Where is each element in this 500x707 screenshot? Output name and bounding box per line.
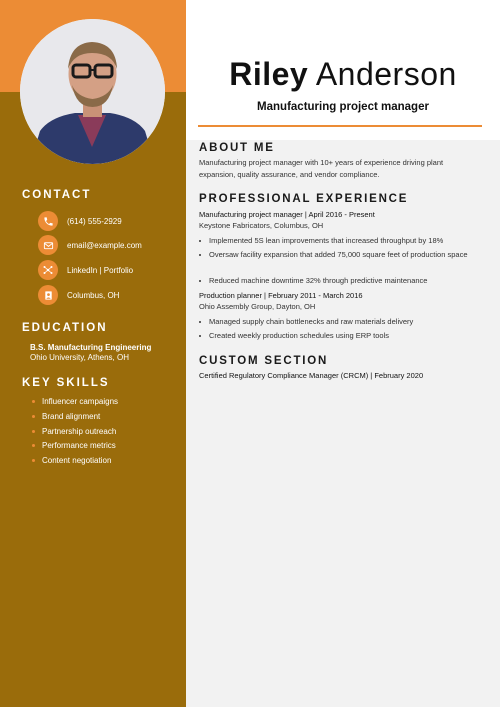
- contact-location-text: Columbus, OH: [67, 290, 120, 300]
- job-company: Ohio Assembly Group, Dayton, OH: [199, 302, 316, 311]
- candidate-role: Manufacturing project manager: [257, 101, 429, 113]
- candidate-name: Riley Anderson: [229, 56, 457, 92]
- job-bullet: Reduced machine downtime 32% through predictive maintenance: [209, 275, 484, 287]
- contact-email-text: email@example.com: [67, 240, 142, 250]
- bullet-icon: [32, 444, 35, 447]
- skill-item: Partnership outreach: [32, 427, 116, 436]
- skill-item: Content negotiation: [32, 456, 111, 465]
- main-content: [186, 0, 500, 707]
- contact-links[interactable]: [38, 260, 133, 280]
- bullet-icon: [32, 400, 35, 403]
- network-icon: [38, 260, 58, 280]
- education-title: EDUCATION: [22, 322, 108, 334]
- header-divider: [198, 125, 482, 127]
- profile-photo: [20, 19, 165, 164]
- job-heading: Production planner | February 2011 - March 2016: [199, 291, 363, 300]
- location-icon: [38, 285, 58, 305]
- job-heading: Manufacturing project manager | April 2016 - Present: [199, 210, 375, 219]
- education-degree: B.S. Manufacturing Engineering: [30, 343, 152, 352]
- custom-text: Certified Regulatory Compliance Manager (CRCM) | February 2020: [199, 371, 424, 380]
- education-school: Ohio University, Athens, OH: [30, 353, 129, 362]
- skill-item: Performance metrics: [32, 441, 116, 450]
- job-bullet: Created weekly production schedules using ERP tools: [209, 330, 484, 342]
- skills-title: KEY SKILLS: [22, 377, 110, 389]
- about-title: ABOUT ME: [199, 142, 275, 154]
- resume-header: [186, 0, 500, 140]
- phone-icon: [38, 211, 58, 231]
- contact-links-text: LinkedIn | Portfolio: [67, 265, 134, 275]
- contact-title: CONTACT: [22, 189, 92, 201]
- sidebar: [0, 0, 186, 707]
- job-bullet: Managed supply chain bottlenecks and raw materials delivery: [209, 316, 484, 328]
- bullet-icon: [32, 459, 35, 462]
- email-icon: [38, 235, 58, 255]
- job-bullet: Implemented 5S lean improvements that increased throughput by 18%: [209, 235, 484, 247]
- about-line-2: expansion, quality assurance, and vendor compliance.: [199, 170, 380, 179]
- contact-phone-text: (614) 555-2929: [67, 216, 122, 226]
- custom-title: CUSTOM SECTION: [199, 355, 329, 367]
- skill-item: Influencer campaigns: [32, 397, 118, 406]
- experience-title: PROFESSIONAL EXPERIENCE: [199, 193, 409, 205]
- job-company: Keystone Fabricators, Columbus, OH: [199, 221, 324, 230]
- contact-email[interactable]: [38, 235, 142, 255]
- contact-location[interactable]: [38, 285, 119, 305]
- job-bullet: Oversaw facility expansion that added 75,000 square feet of production space: [209, 249, 484, 261]
- bullet-icon: [32, 415, 35, 418]
- skill-item: Brand alignment: [32, 412, 100, 421]
- about-line-1: Manufacturing project manager with 10+ years of experience driving plant: [199, 158, 444, 167]
- contact-phone[interactable]: [38, 211, 122, 231]
- bullet-icon: [32, 430, 35, 433]
